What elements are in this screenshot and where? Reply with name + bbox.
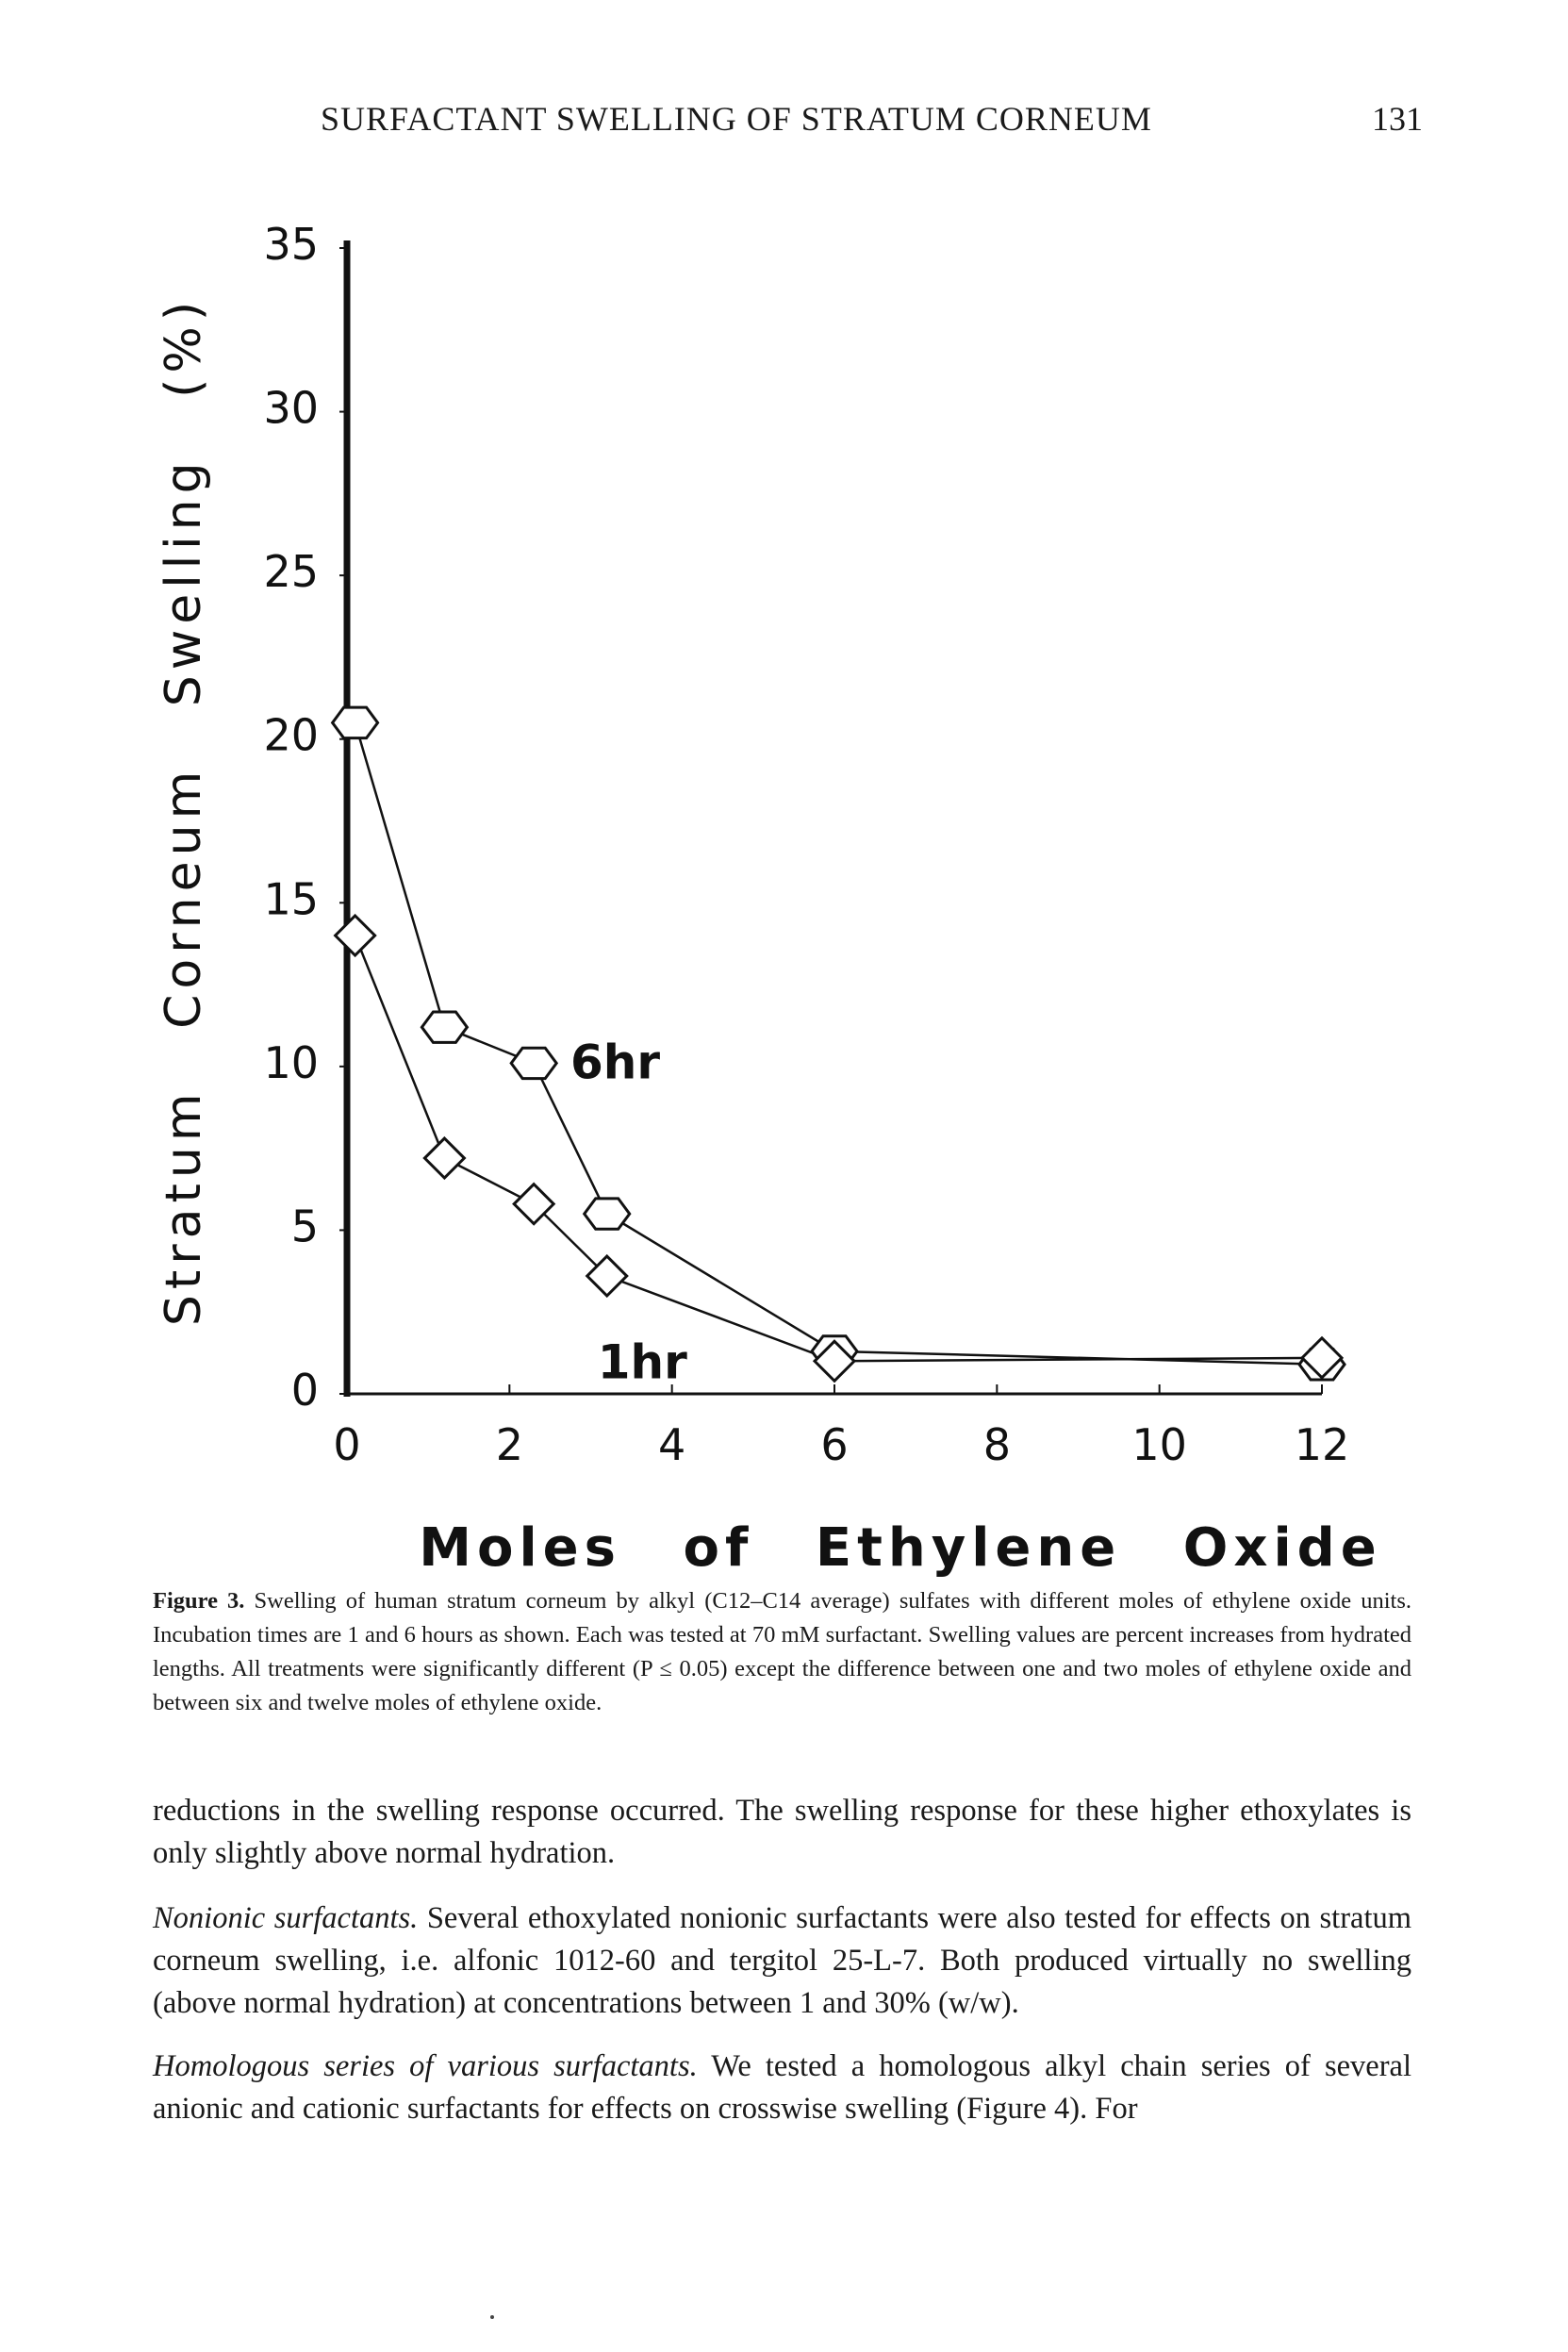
- chart-series: [333, 707, 1345, 1381]
- caption-label: Figure 3.: [153, 1588, 245, 1614]
- data-point-6hr: [585, 1199, 630, 1229]
- page-number: 131: [1372, 100, 1423, 138]
- y-tick-label: 35: [263, 219, 319, 270]
- running-header: SURFACTANT SWELLING OF STRATUM CORNEUM: [321, 100, 1152, 138]
- x-tick-label: 12: [1294, 1419, 1350, 1470]
- paragraph-text-homologous: We tested a homologous alkyl chain series of several anionic and cationic surfactants for effects on crosswise swelling (Figure 4). For: [153, 2049, 1411, 2126]
- data-point-1hr: [336, 916, 375, 955]
- paragraph-heading-homologous: Homologous series of various surfactants.: [153, 2049, 698, 2083]
- print-speck: [490, 2315, 494, 2319]
- x-tick-label: 10: [1131, 1419, 1187, 1470]
- y-tick-label: 5: [290, 1201, 319, 1252]
- data-point-6hr: [511, 1048, 556, 1078]
- chart-labels: [156, 219, 1382, 1579]
- figure-caption: [153, 1584, 1411, 1720]
- series-line-6hr: [355, 722, 1322, 1364]
- y-tick-label: 20: [263, 709, 319, 761]
- x-tick-label: 0: [333, 1419, 361, 1470]
- y-tick-label: 25: [263, 546, 319, 598]
- y-tick-label: 10: [263, 1036, 319, 1088]
- y-tick-label: 30: [263, 382, 319, 434]
- data-point-6hr: [421, 1012, 467, 1042]
- x-tick-label: 2: [495, 1419, 523, 1470]
- annotation-1hr: 1hr: [597, 1334, 687, 1390]
- chart-axes: [339, 240, 1322, 1397]
- paragraph-text-nonionic: Several ethoxylated nonionic surfactants were also tested for effects on stratum corneum swelling, i.e. alfonic 1012-60 and tergitol 25-L-7. Both produced virtually no swelling (above normal hydration) at concentrations between 1 and 30% (w/w).: [153, 1901, 1412, 2020]
- annotation-6hr: 6hr: [569, 1035, 661, 1090]
- body-paragraph-3: [153, 2046, 1411, 2130]
- x-tick-label: 4: [658, 1419, 686, 1470]
- data-point-1hr: [424, 1138, 464, 1178]
- y-tick-label: 0: [290, 1365, 319, 1416]
- data-point-6hr: [333, 707, 378, 738]
- body-paragraph-2: [153, 1897, 1411, 2025]
- paragraph-heading-nonionic: Nonionic surfactants.: [153, 1901, 419, 1935]
- series-line-1hr: [355, 936, 1322, 1361]
- caption-text: Swelling of human stratum corneum by alkyl (C12–C14 average) sulfates with different moles of ethylene oxide units. Incubation times are 1 and 6 hours as shown. Each was tested at 70 mM surfactant. Swelling values are percent increases from hydrated lengths. All treatments were significantly different (P ≤ 0.05) except the difference between one and two moles of ethylene oxide and between six and twelve moles of ethylene oxide.: [153, 1588, 1411, 1715]
- body-paragraph-1: reductions in the swelling response occurred. The swelling response for these higher ethoxylates is only slightly above normal hydration.: [153, 1794, 1411, 1870]
- x-tick-label: 6: [820, 1419, 849, 1470]
- x-axis-title: Moles of Ethylene Oxide: [419, 1517, 1382, 1579]
- y-axis-title: Stratum Corneum Swelling (%): [156, 295, 212, 1327]
- y-tick-label: 15: [263, 873, 319, 925]
- x-tick-label: 8: [982, 1419, 1011, 1470]
